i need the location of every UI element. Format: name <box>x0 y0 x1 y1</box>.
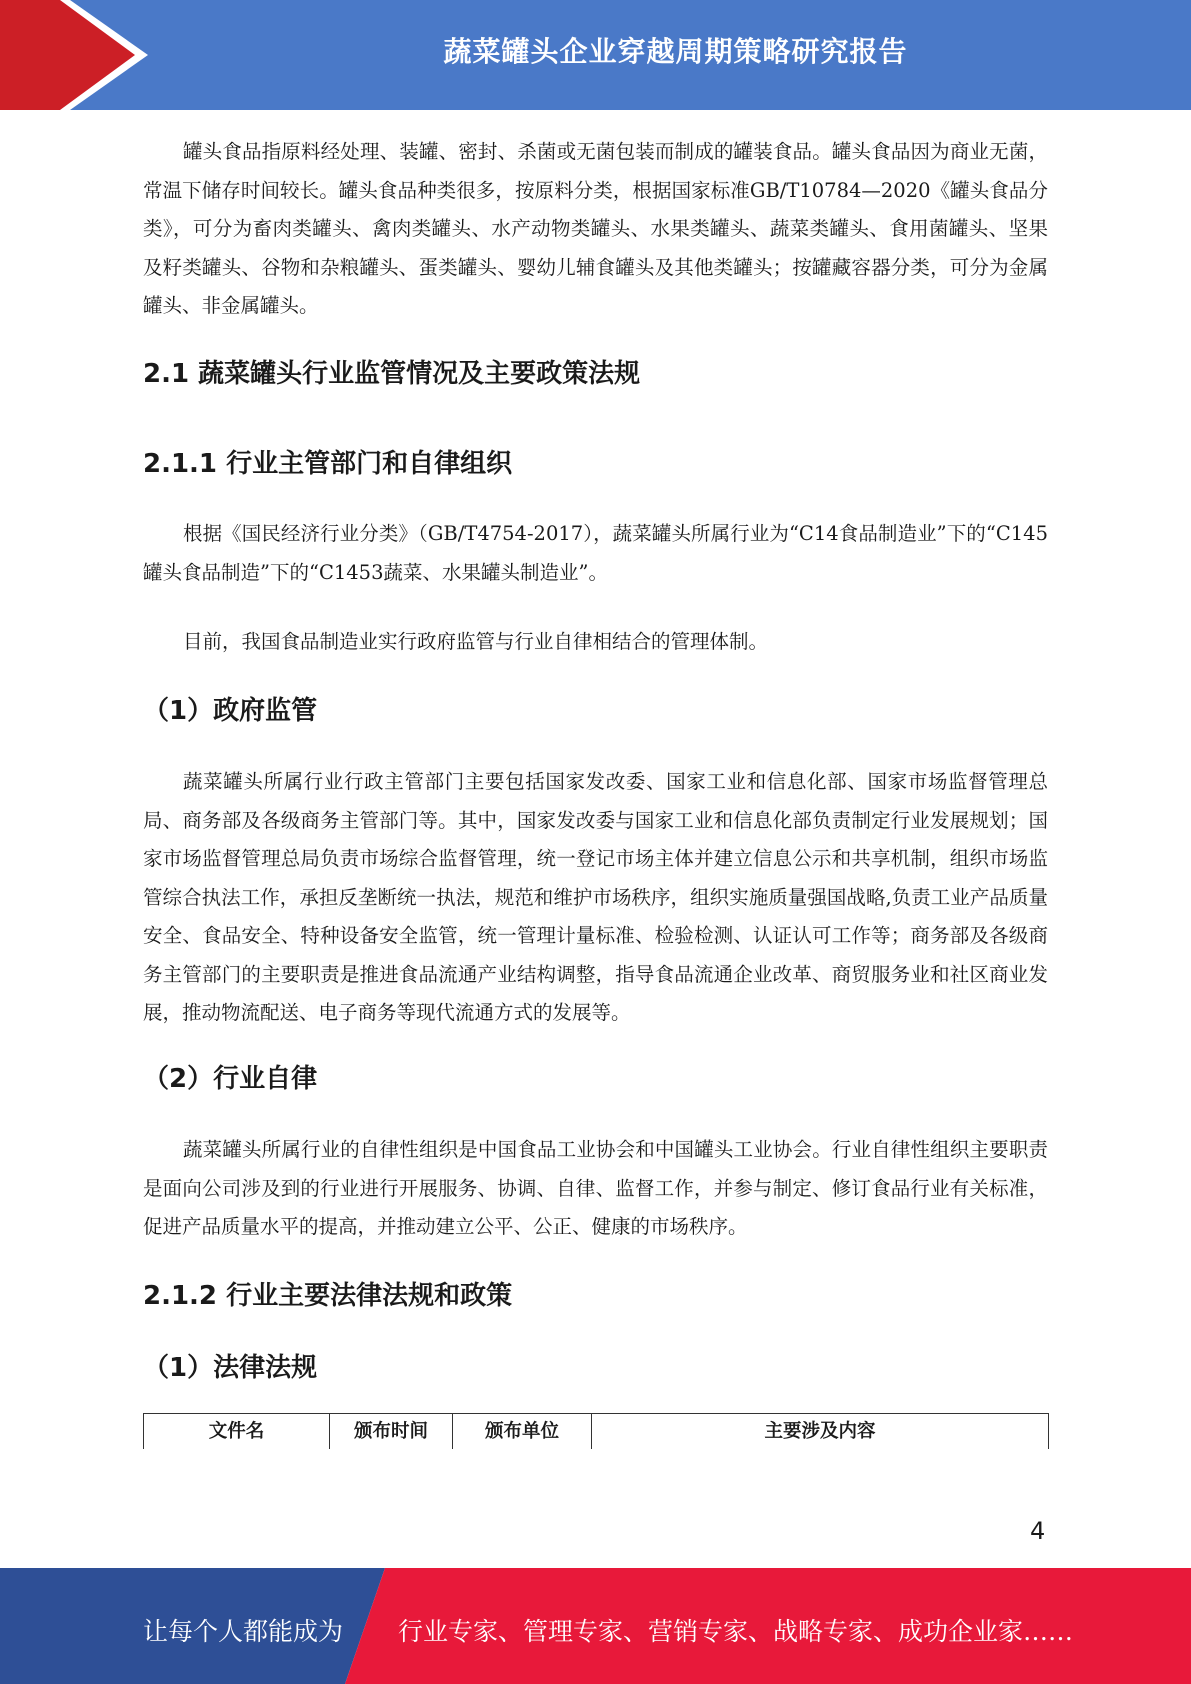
page-number: 4 <box>1030 1517 1046 1545</box>
intro-paragraph: 罐头食品指原料经处理、装罐、密封、杀菌或无菌包装而制成的罐装食品。罐头食品因为商业无菌，常温下储存时间较长。罐头食品种类很多，按原料分类，根据国家标准GB/T10784—2020《罐头食品分类》，可分为畜肉类罐头、禽肉类罐头、水产动物类罐头、水果类罐头、蔬菜类罐头、食用菌罐头、坚果及籽类罐头、谷物和杂粮罐头、蛋类罐头、婴幼儿辅食罐头及其他类罐头；按罐藏容器分类，可分为金属罐头、非金属罐头。 <box>143 140 1048 317</box>
page-footer <box>0 1568 1191 1684</box>
section-heading-2-1: 2.1 蔬菜罐头行业监管情况及主要政策法规 <box>143 359 641 389</box>
classification-paragraph: 根据《国民经济行业分类》（GB/T4754-2017），蔬菜罐头所属行业为“C14食品制造业”下的“C145罐头食品制造”下的“C1453蔬菜、水果罐头制造业”。 <box>143 522 1048 584</box>
subheading-government-regulation: （1）政府监管 <box>143 696 318 726</box>
government-regulation-paragraph: 蔬菜罐头所属行业行政主管部门主要包括国家发改委、国家工业和信息化部、国家市场监督管理总局、商务部及各级商务主管部门等。其中，国家发改委与国家工业和信息化部负责制定行业发展规划；国家市场监督管理总局负责市场综合监督管理，统一登记市场主体并建立信息公示和共享机制，组织市场监管综合执法工作，承担反垄断统一执法，规范和维护市场秩序，组织实施质量强国战略,负责工业产品质量安全、食品安全、特种设备安全监管，统一管理计量标准、检验检测、认证认可工作等；商务部及各级商务主管部门的主要职责是推进食品流通产业结构调整，指导食品流通企业改革、商贸服务业和社区商业发展，推动物流配送、电子商务等现代流通方式的发展等。 <box>143 770 1048 1024</box>
header-chevron-graphic <box>0 0 150 110</box>
section-heading-2-1-1: 2.1.1 行业主管部门和自律组织 <box>143 449 513 479</box>
table-header-issuer: 颁布单位 <box>453 1414 592 1449</box>
table-header-content: 主要涉及内容 <box>764 1421 876 1442</box>
self-regulation-paragraph: 蔬菜罐头所属行业的自律性组织是中国食品工业协会和中国罐头工业协会。行业自律性组织主要职责是面向公司涉及到的行业进行开展服务、协调、自律、监督工作，并参与制定、修订食品行业有关标准，促进产品质量水平的提高，并推动建立公平、公正、健康的市场秩序。 <box>143 1138 1048 1238</box>
report-title: 蔬菜罐头企业穿越周期策略研究报告 <box>443 35 908 68</box>
subheading-industry-self-regulation: （2）行业自律 <box>143 1064 318 1094</box>
footer-slogan-right: 行业专家、管理专家、营销专家、战略专家、成功企业家…… <box>398 1617 1074 1646</box>
table-header-date: 颁布时间 <box>330 1414 453 1449</box>
footer-slogan-left: 让每个人都能成为 <box>143 1617 344 1646</box>
laws-table-header <box>143 1413 1049 1449</box>
management-system-paragraph: 目前，我国食品制造业实行政府监管与行业自律相结合的管理体制。 <box>183 630 769 653</box>
table-header-filename: 文件名 <box>144 1414 330 1449</box>
subheading-laws-regulations: （1）法律法规 <box>143 1353 318 1383</box>
page-header <box>0 0 1191 110</box>
section-heading-2-1-2: 2.1.2 行业主要法律法规和政策 <box>143 1281 513 1311</box>
